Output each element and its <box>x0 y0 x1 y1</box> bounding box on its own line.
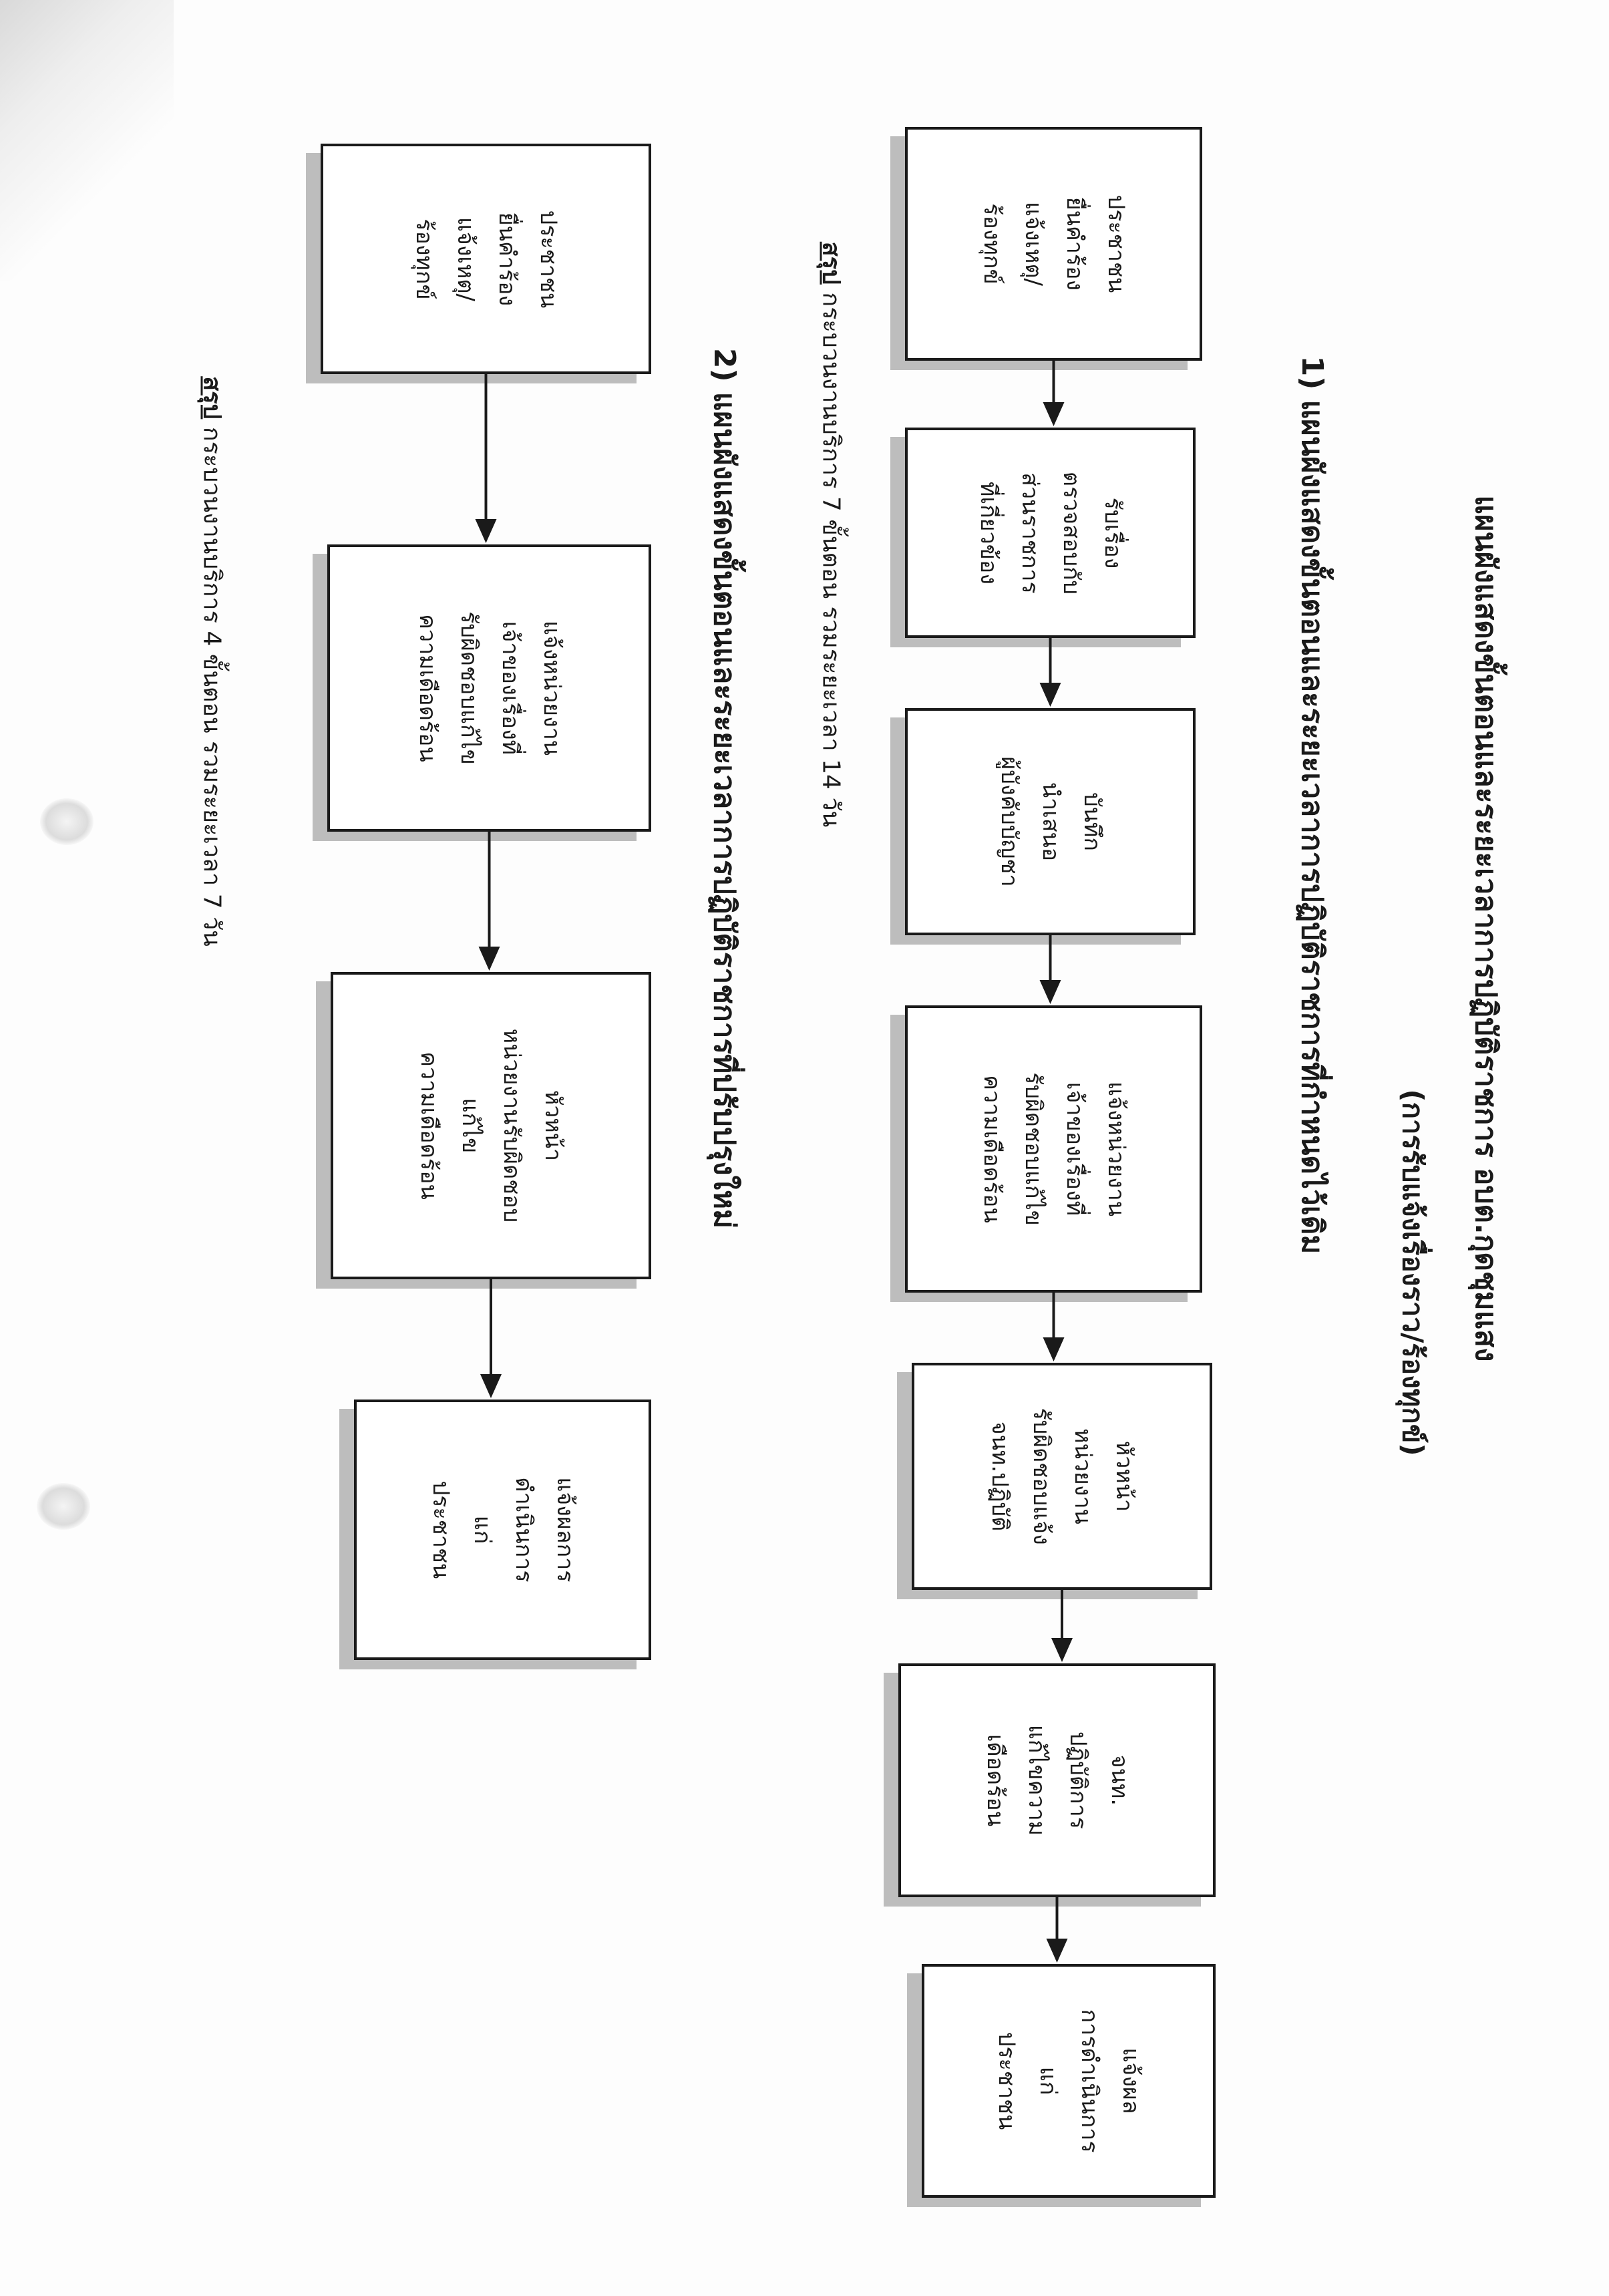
step-text-line: รับเรื่อง <box>1099 497 1126 568</box>
step-text-line: ประชาชน <box>534 210 562 308</box>
step-text-line: ที่เกี่ยวข้อง <box>974 481 1002 585</box>
step-text-line: ประชาชน <box>993 2031 1020 2130</box>
step-text-line: นำเสนอ <box>1037 782 1064 862</box>
step-text-line: หัวหน้า <box>1111 1440 1137 1512</box>
step-text-line: ร้องทุกข์ <box>978 203 1005 285</box>
step-text-line: เจ้าของเรื่องที่ <box>496 621 524 756</box>
step-text-line: แจ้งเหตุ/ <box>452 216 479 301</box>
step-text-line: แจ้งผล <box>1117 2047 1144 2114</box>
step-text-line: ตรวจสอบกับ <box>1057 471 1085 595</box>
step-text-line: ยื่นคำร้อง <box>1061 196 1088 291</box>
step-text-line: ความเดือดร้อน <box>413 614 441 762</box>
step-text-line: รับผิดชอบแก้ไข <box>1019 1072 1047 1226</box>
step-text-line: ยื่นคำร้อง <box>493 212 520 306</box>
step-text-line: ส่วนราชการ <box>1016 472 1043 594</box>
step-text-line: ความเดือดร้อน <box>978 1075 1005 1223</box>
step-text-line: รับผิดชอบแก้ไข <box>455 611 482 765</box>
step-text-line: หัวหน้า <box>540 1090 566 1162</box>
step-text-line: ดำเนินการ <box>510 1477 537 1583</box>
flowchart-2-summary-text: กระบวนงานบริการ 4 ขั้นตอน รวมระยะเวลา 7 วัน <box>198 426 226 947</box>
step-text-line: แก่ <box>1035 2066 1061 2096</box>
step-text-line: จนท.ปฏิบัติ <box>987 1421 1013 1532</box>
step-text-line: แก้ไขความ <box>1023 1724 1050 1836</box>
document-title: แผนผังแสดงขั้นตอนและระยะเวลาการปฏิบัติราชการ อบต.กุดชุมแสง <box>1469 495 1503 1362</box>
step-text-line: แก่ <box>468 1515 496 1544</box>
step-text-line: ร้องทุกข์ <box>410 218 437 300</box>
flowchart-1-summary-label: สรุป <box>817 241 845 285</box>
step-text-line: เดือดร้อน <box>981 1734 1009 1827</box>
step-text-line: แจ้งผลการ <box>551 1477 578 1583</box>
step-text-line: หน่วยงานรับผิดชอบ <box>498 1028 525 1223</box>
step-text-line: จนท. <box>1105 1754 1133 1806</box>
step-text-line: การดำเนินการ <box>1076 2009 1103 2153</box>
step-text-line: ผู้บังคับบัญชา <box>995 756 1023 887</box>
step-text-line: แจ้งเหตุ/ <box>1019 201 1047 286</box>
step-text-line: แจ้งหน่วยงาน <box>1102 1081 1129 1217</box>
step-text-line: แก้ไข <box>457 1098 484 1154</box>
flowchart-1-heading: 1) แผนผังแสดงขั้นตอนและระยะเวลาการปฏิบัติราชการที่กำหนดไว้เดิม <box>1295 355 1329 1255</box>
step-text-line: แจ้งหน่วยงาน <box>538 620 565 756</box>
step-text-line: บันทึก <box>1078 792 1105 851</box>
step-text-line: หน่วยงาน <box>1069 1428 1096 1524</box>
step-text-line: ความเดือดร้อน <box>415 1051 442 1200</box>
step-text-line: ประชาชน <box>1102 194 1129 293</box>
flowchart-2-summary-label: สรุป <box>198 376 226 420</box>
step-text-line: เจ้าของเรื่องที่ <box>1061 1082 1088 1216</box>
step-text-line: รับผิดชอบแจ้ง <box>1028 1408 1055 1545</box>
step-text-line: ประชาชน <box>427 1480 454 1579</box>
step-text-line: ปฏิบัติการ <box>1064 1731 1091 1829</box>
flowchart-2-heading: 2) แผนผังแสดงขั้นตอนและระยะเวลาการปฏิบัติราชการที่ปรับปรุงใหม่ <box>707 347 741 1229</box>
flowchart-1-summary-text: กระบวนงานบริการ 7 ขั้นตอน รวมระยะเวลา 14 วัน <box>817 292 845 828</box>
document-subtitle: (การรับแจ้งเรื่องราว/ร้องทุกข์) <box>1397 1089 1429 1456</box>
